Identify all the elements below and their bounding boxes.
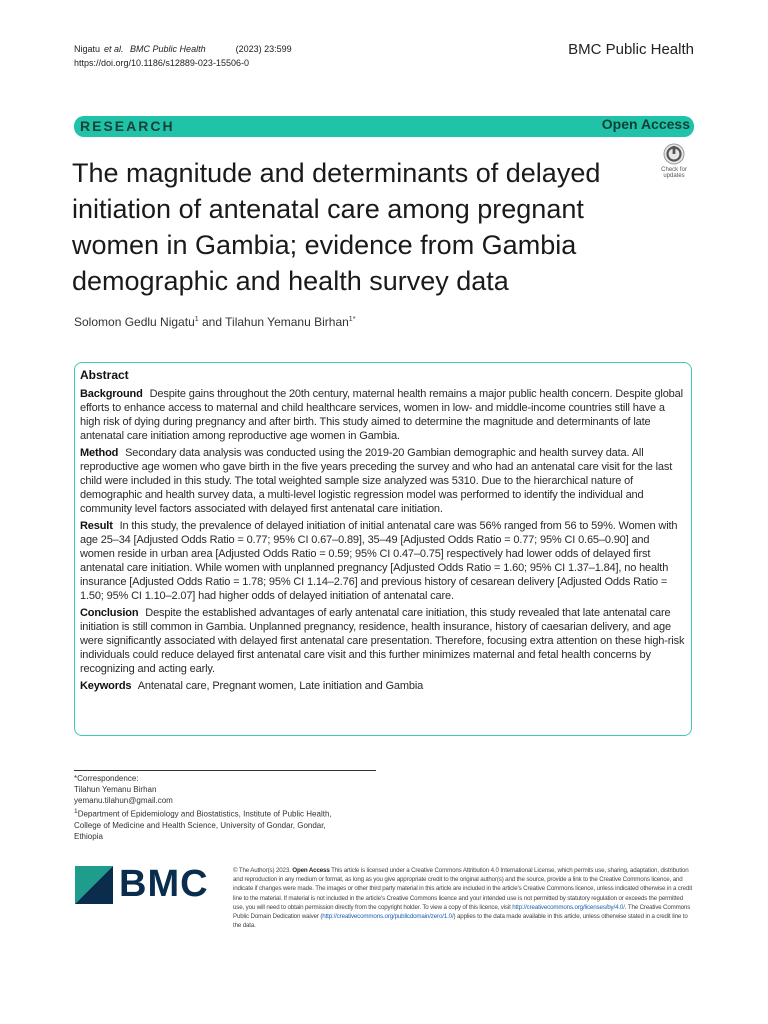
background-text: Despite gains throughout the 20th century, maternal health remains a major public health concern. Despite global efforts to enhance access to maternal and child healthcare services, women in low- and middle-income countries still have a high risk of dying during pregnancy and after birth. This study aimed to determine the magnitude and determinants of late antenatal care initiation among reproductive age women in Gambia. [80,388,683,442]
header-journal: BMC Public Health [130,44,206,54]
affiliation-line-3: Ethiopia [74,831,103,841]
license-part-1: This article is licensed under a Creative Commons Attribution 4.0 International License, which permits use, sharing, adaptation, distribution and reproduction in any medium or format, as long as you give appropriate credit to the original author(s) and the source, provide a link to the Creative Commons licence, and indicate if changes were made. The images or other third party material in this article are included in the article's Creative Commons licence, unless indicated otherwise in a credit line to the material. If material is not included in the article's Creative Commons licence and your intended use is not permitted by statutory regulation or exceeds the permitted use, you will need to obtain permission directly from the copyright holder. To view a copy of this licence, visit [233,867,693,911]
affiliation-marker: 1 [74,808,78,815]
affiliation-line-2: College of Medicine and Health Science, University of Gondar, Gondar, [74,820,326,830]
footnote-divider [74,770,376,771]
open-access-label: Open Access [601,116,690,132]
method-label: Method [80,447,119,459]
result-text: In this study, the prevalence of delayed initiation of initial antenatal care was 56% ranged from 56 to 59%. Women with age 25–34 [Adjusted Odds Ratio = 0.77; 95% CI 0.67–0.89], 35–49 [Adjusted Odds Ratio = 0.77; 95% CI 0.65–0.90] and women reside in urban area [Adjusted Odds Ratio = 0.59; 95% CI 0.47–0.75] respectively had lower odds of delayed first antenatal care initiation. While women with unplanned pregnancy [Adjusted Odds Ratio = 1.60; 95% CI 1.37–1.84], no health insurance [Adjusted Odds Ratio = 1.78; 95% CI 1.14–2.76] and previous history of cesarean delivery [Adjusted Odds Ratio = 1.50; 95% CI 1.10–2.07] had higher odds of delayed initiation of antenatal care. [80,520,678,602]
affiliation-line-1: Department of Epidemiology and Biostatistics, Institute of Public Health, [77,809,332,819]
result-label: Result [80,520,113,532]
abstract-result [80,519,686,603]
bmc-logo-text: BMC [119,863,209,905]
background-label: Background [80,388,143,400]
article-type-banner [74,116,694,137]
conclusion-label: Conclusion [80,607,139,619]
author-1-affiliation-marker: 1 [194,316,199,323]
license-cc-zero-link[interactable]: http://creativecommons.org/publicdomain/zero/1.0/ [322,913,454,921]
keywords-label: Keywords [80,680,132,692]
journal-name: BMC Public Health [568,41,694,58]
keywords-text: Antenatal care, Pregnant women, Late initiation and Gambia [137,680,424,692]
conclusion-text: Despite the established advantages of early antenatal care initiation, this study revealed that late antenatal care initiation is still common in Gambia. Unplanned pregnancy, residence, health insurance, history of caesarian delivery, and age were significantly associated with delayed first antenatal care presentation. Therefore, focusing extra attention on these high-risk individuals could reduce delayed first antenatal care visit and this further minimizes maternal and fetal health concerns by recognizing and acting early. [80,607,685,675]
author-2-affiliation-marker: 1* [348,316,356,323]
abstract-conclusion [80,606,686,676]
correspondence-label: *Correspondence: [74,774,139,783]
author-conjunction: and [198,315,226,329]
header-et-al: et al. [104,44,124,54]
license-part-3: ) applies to the data made available in this article, unless otherwise stated in a credit line to the data. [233,913,688,930]
license-open-access: Open Access [292,867,330,874]
license-text [233,866,695,930]
check-for-updates-line2: updates [663,173,685,179]
method-text: Secondary data analysis was conducted using the 2019-20 Gambian demographic and health survey data. All reproductive age women who gave birth in the five years preceding the survey and who had an antenatal care visit for the last child were included in this study. The total weighted sample size analyzed was 5310. Due to the hierarchical nature of demographic and health survey data, a multi-level logistic regression model was performed to identify the individual and community level factors associated with delayed first antenatal care initiation. [80,447,673,515]
license-part-2: . The Creative Commons Public Domain Dedication waiver ( [233,903,691,921]
license-copyright: © The Author(s) 2023. [233,867,291,874]
header-authors: Nigatu [74,44,101,54]
abstract-heading: Abstract [80,368,129,382]
footnotes [74,773,374,842]
check-for-updates-line1: Check for [661,167,687,173]
abstract-method [80,446,686,516]
citation-line [74,42,296,56]
bmc-logo-icon [75,866,113,904]
check-for-updates-button[interactable] [656,143,692,183]
correspondence-name: Tilahun Yemanu Birhan [74,785,157,794]
header-year-volume: (2023) 23:599 [235,44,292,54]
abstract-keywords [80,679,686,693]
check-for-updates-icon [663,143,685,165]
author-2-name: Tilahun Yemanu Birhan [225,315,349,329]
bmc-logo [75,863,225,906]
affiliation [74,806,374,820]
correspondence-email-link[interactable]: yemanu.tilahun@gmail.com [74,796,173,805]
article-title: The magnitude and determinants of delayed initiation of antenatal care among pregnant women in Gambia; evidence from Gambia demographic and health survey data [72,158,601,296]
article-type-label: RESEARCH [80,118,175,134]
license-cc-by-link[interactable]: http://creativecommons.org/licenses/by/4.0/ [512,903,625,911]
running-header [74,42,296,70]
header-doi-link[interactable]: https://doi.org/10.1186/s12889-023-15506-0 [74,58,249,68]
author-1-name: Solomon Gedlu Nigatu [74,315,195,329]
abstract-background [80,387,686,443]
abstract-box [74,362,692,736]
author-list [74,315,355,329]
